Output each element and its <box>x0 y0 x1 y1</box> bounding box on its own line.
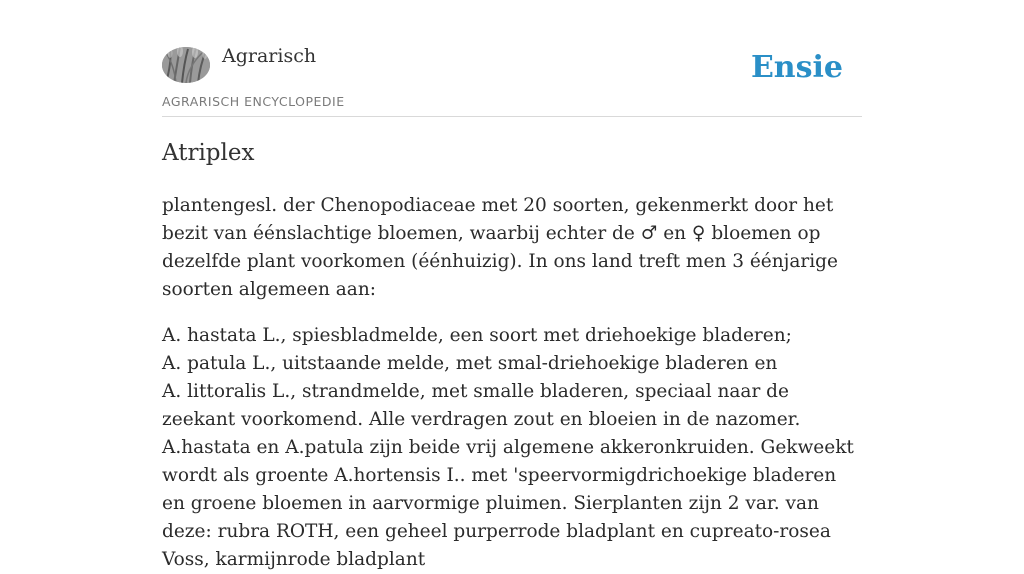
entry-line: A. patula L., uitstaande melde, met smal-driehoekige bladeren en <box>162 353 778 374</box>
source-subtitle[interactable]: AGRARISCH ENCYCLOPEDIE <box>162 94 345 109</box>
entry-paragraph: plantengesl. der Chenopodiaceae met 20 soorten, gekenmerkt door het bezit van éénslachtige bloemen, waarbij echter de ♂ en ♀ bloemen op dezelfde plant voorkomen (éénhuizig). In ons land treft men 3 éénjarige soorten algemeen aan: <box>162 195 838 300</box>
source-title[interactable]: Agrarisch <box>222 45 317 67</box>
entry-title: Atriplex <box>162 140 255 166</box>
entry-line: A.hastata en A.patula zijn beide vrij algemene akkeronkruiden. Gekweekt wordt als groente A.hortensis I.. met 'speervormigdrichoekige bladeren en groene bloemen in aarvormige pluimen. Sierplanten zijn 2 var. van deze: rubra ROTH, een geheel purperrode bladplant en cupreato-rosea Voss, karmijnrode bladplant <box>162 437 854 570</box>
page <box>162 0 862 570</box>
wheat-photo-logo-icon[interactable] <box>162 47 210 83</box>
entry-line: A. littoralis L., strandmelde, met smalle bladeren, speciaal naar de zeekant voorkomend. Alle verdragen zout en bloeien in de nazomer. <box>162 381 801 430</box>
entry-line: A. hastata L., spiesbladmelde, een soort met driehoekige bladeren; <box>162 325 792 346</box>
header <box>162 0 862 117</box>
ensie-brand-logo[interactable]: Ensie <box>750 50 843 85</box>
entry-body <box>162 192 862 574</box>
